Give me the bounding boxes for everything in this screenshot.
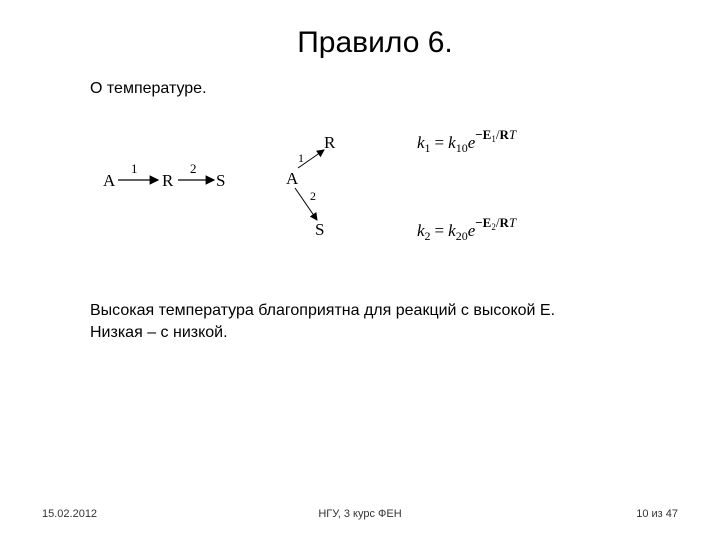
eq1-E-sub: 1 — [491, 134, 496, 144]
serial-step-2: 2 — [190, 161, 197, 176]
serial-step-1: 1 — [131, 161, 138, 176]
eq2-eq: = — [434, 221, 445, 240]
parallel-step-2: 2 — [310, 189, 316, 203]
eq1-k: k — [417, 133, 425, 152]
parallel-species-r: R — [324, 133, 336, 152]
footer-page-number: 10 из 47 — [636, 508, 678, 520]
slide-title-text: Правило 6. — [297, 26, 453, 59]
conclusion-line-1: Высокая температура благоприятна для реакций с высокой E. — [90, 302, 556, 319]
eq2-e: e — [467, 221, 476, 240]
parallel-scheme — [286, 133, 336, 239]
eq2-minus: − — [475, 215, 483, 230]
eq2-k0-sub: 20 — [455, 229, 468, 243]
parallel-step-1: 1 — [298, 151, 304, 165]
eq2-k-sub: 2 — [424, 229, 431, 243]
rate-equation-2 — [417, 215, 517, 243]
eq2-R: R — [499, 215, 509, 230]
reaction-diagram — [90, 118, 610, 258]
eq1-T: T — [508, 127, 517, 142]
eq2-E: E — [482, 215, 492, 230]
eq2-T: T — [508, 215, 517, 230]
serial-species-s: S — [216, 171, 226, 190]
eq1-R: R — [499, 127, 509, 142]
eq2-E-sub: 2 — [491, 222, 496, 232]
eq2-k: k — [417, 221, 425, 240]
serial-species-r: R — [162, 171, 174, 190]
serial-species-a: A — [103, 171, 116, 190]
footer-date: 15.02.2012 — [42, 508, 98, 520]
conclusion-text — [90, 300, 555, 344]
eq2-k0: k — [448, 221, 456, 240]
serial-scheme — [103, 161, 225, 190]
conclusion-line-2: Низкая – с низкой. — [90, 324, 228, 341]
footer-course: НГУ, 3 курс ФЕН — [318, 508, 402, 520]
eq1-k0-sub: 10 — [455, 141, 468, 155]
eq1-k-sub: 1 — [424, 141, 431, 155]
eq1-minus: − — [475, 127, 483, 142]
eq2-slash: / — [495, 215, 500, 230]
eq1-k0: k — [448, 133, 456, 152]
eq1-e: e — [467, 133, 476, 152]
eq1-E: E — [482, 127, 492, 142]
slide-subtitle: О температуре. — [90, 80, 207, 97]
eq1-eq: = — [434, 133, 445, 152]
rate-equation-1 — [417, 127, 517, 155]
parallel-species-s: S — [315, 220, 325, 239]
eq1-slash: / — [495, 127, 500, 142]
parallel-species-a: A — [286, 169, 299, 188]
slide-title — [0, 26, 720, 60]
